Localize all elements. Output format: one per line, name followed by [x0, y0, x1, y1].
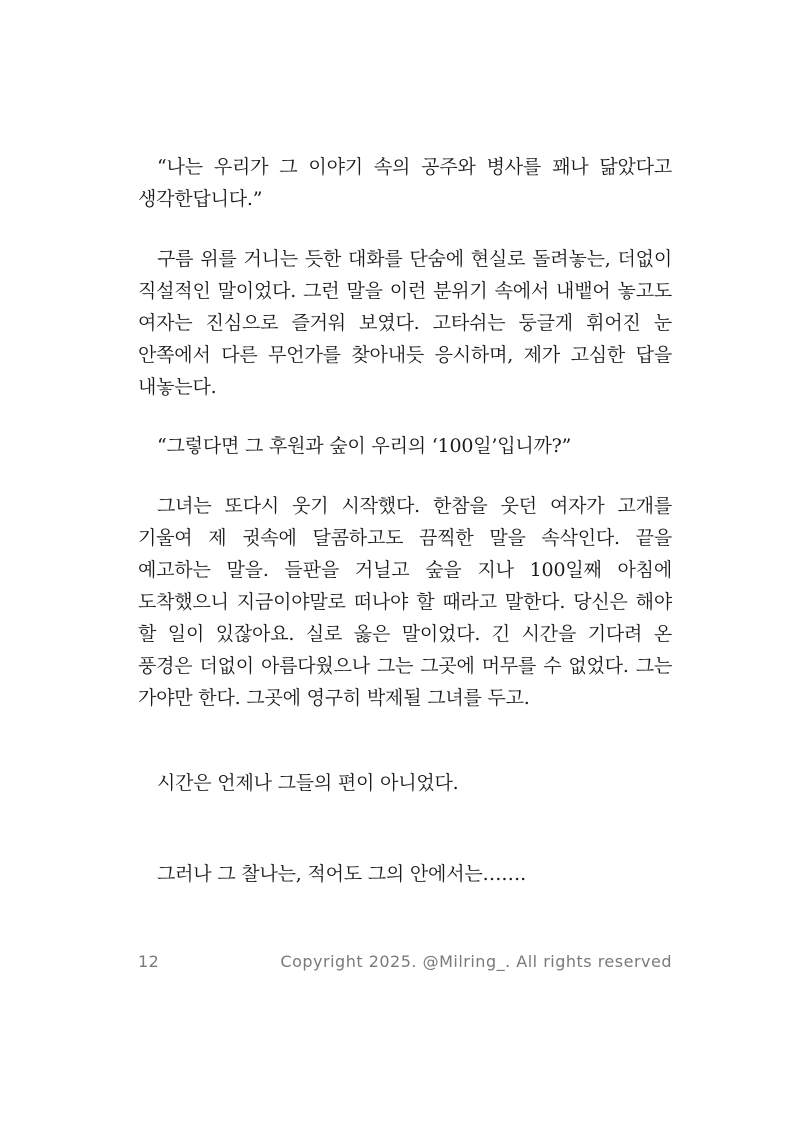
paragraph: 구름 위를 거니는 듯한 대화를 단숨에 현실로 돌려놓는, 더없이 직설적인 말이었다. 그런 말을 이런 분위기 속에서 내뱉어 놓고도 여자는 진심으로 즐거워 보였다. 고타쉬는 둥글게 휘어진 눈 안쪽에서 다른 무언가를 찾아내듯 응시하며, 제가 고심한 답을 내놓는다.	[138, 248, 672, 398]
copyright-notice: Copyright 2025. @Milring_. All rights reserved	[280, 952, 672, 971]
paragraph: 시간은 언제나 그들의 편이 아니었다.	[157, 772, 459, 794]
paragraph: “나는 우리가 그 이야기 속의 공주와 병사를 꽤나 닮았다고 생각한답니다.”	[138, 156, 672, 210]
paragraph: “그렇다면 그 후원과 숲이 우리의 ‘100일’입니까?”	[157, 435, 572, 457]
page-footer	[138, 952, 672, 978]
paragraph: 그러나 그 찰나는, 적어도 그의 안에서는…….	[157, 863, 526, 885]
paragraph: 그녀는 또다시 웃기 시작했다. 한참을 웃던 여자가 고개를 기울여 제 귓속에 달콤하고도 끔찍한 말을 속삭인다. 끝을 예고하는 말을. 들판을 거닐고 숲을 지나 100일째 아침에 도착했으니 지금이야말로 떠나야 할 때라고 말한다. 당신은 해야 할 일이 있잖아요. 실로 옳은 말이었다. 긴 시간을 기다려 온 풍경은 더없이 아름다웠으나 그는 그곳에 머무를 수 없었다. 그는 가야만 한다. 그곳에 영구히 박제될 그녀를 두고.	[138, 495, 672, 709]
page-number: 12	[138, 952, 160, 971]
